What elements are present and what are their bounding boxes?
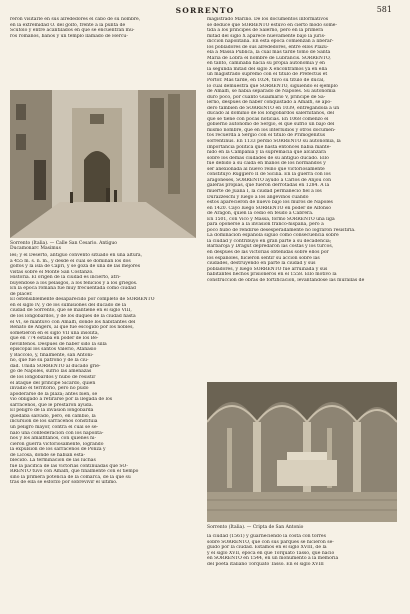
text-line: ros romanos, baños y un templo llamado de Hercu- xyxy=(10,33,128,39)
text-line: En la época romana fué muy frecuentada como ciudad xyxy=(10,286,136,292)
text-line: la expulsión de los sarracenos de Ponza y xyxy=(10,447,106,453)
text-line: lerno, después de haber conquistado á Amalfi, se apo- xyxy=(207,100,332,106)
text-line: á 455 m. s. n. m., y desde el cual se dominan los dos xyxy=(10,258,131,264)
text-line: Sorrento (Italia). — Calle San Cesario. Antiguo xyxy=(10,241,117,246)
text-line: un peligro mayor, contra el cual se se- xyxy=(10,424,99,430)
text-line: del poeta italiano Torquato Tasso. En el siglo XVIII xyxy=(207,561,324,567)
text-line: Historia. El origen de la ciudad es incierto, atri- xyxy=(10,275,121,281)
text-line: RRENTO tuvo con Amalfi, que finalmente con el tiempo xyxy=(10,469,139,475)
text-line: un magistrado supremo con el título de Prefectus et xyxy=(207,72,328,78)
text-line: sobre los demás ciudades de su antiguo ducado. Ello xyxy=(207,155,329,161)
crypt-photo-caption xyxy=(207,525,397,530)
text-line: dicción napolitana. En esta época comienzan á liberar- xyxy=(207,39,334,45)
text-line: en la extremidad O. del golfo, frente á la punta de xyxy=(10,22,126,28)
text-line: La dominación española siguió como consecuencia sobre xyxy=(207,233,339,239)
text-line: se deduce que SORRENTO estuvo en cierto modo some- xyxy=(207,22,337,28)
text-line: de placer. xyxy=(10,291,33,297)
right-column-top-text xyxy=(207,17,397,283)
text-line: ciudad de Sorrento, que se mantiene en el siglo VIII, xyxy=(10,308,132,314)
text-line: y el siglo XVII, época en que Torquato Tasso, que nació xyxy=(207,550,335,556)
running-head: SORRENTO xyxy=(175,6,235,15)
text-line: construcción de obras de fortificación, levantándose las murallas de xyxy=(207,277,365,283)
text-line: poco hubo de rendirse desesperadamente no lograron resistirla. xyxy=(207,227,356,233)
text-line: En 1501, con Vico y Massa, formó SORRENTO una liga xyxy=(207,216,335,222)
text-line: dad. Unida SORRENTO al ducado grie- xyxy=(10,363,101,369)
text-line: magistrado Marino. De los documentos informativos xyxy=(207,17,329,22)
text-line: la ciudad y contribuyó en gran parte á su decadencia; xyxy=(207,238,332,244)
text-line: sino la primera potencia de la comarca, de la que su xyxy=(10,474,131,480)
text-line: les; y el Deserto, antiguo convento situado en una altura, xyxy=(10,253,143,258)
text-line: blecido. La terminación de las luchas xyxy=(10,458,96,464)
text-line: mitad del siglo X aparece nuevamente bajo la juris- xyxy=(207,33,326,39)
text-line: en tanto, caminaba hacia su propia autonomía y en xyxy=(207,61,325,67)
text-line: sarracenos, que le prestaron ayuda. xyxy=(10,402,94,408)
text-line: importancia política que hasta entonces había mante- xyxy=(207,144,331,150)
text-line: incursión de los sarracenos constituía xyxy=(10,419,98,425)
text-line: ñaló una confederación con los napolita- xyxy=(10,430,104,436)
text-line: de Amalfi, se había separado de Nápoles. Su autonomía xyxy=(207,89,336,95)
text-line: el ataque del príncipe Sicardo, quien xyxy=(10,380,96,386)
text-line: sometieron en el siglo VII una insólita, xyxy=(10,330,99,336)
text-line: ser anexionada al nuevo reino que victoriosamente xyxy=(207,166,325,172)
text-line: buyéndose á los pelasgos, á los fenicios y á los griegos. xyxy=(10,280,138,286)
text-line: trás de ella se esforzó por sobrevivir el último. xyxy=(10,480,118,486)
text-line: vistas sobre el Monte San Costanzo. xyxy=(10,269,94,275)
text-line: en 1420. Cayó luego SORRENTO en poder de Alfonso xyxy=(207,205,331,211)
left-column-bottom-text xyxy=(10,253,198,486)
text-line: Portor. Más tarde, en 1024, tuvo su título de ducal, xyxy=(207,78,325,84)
text-line: muerte de Juana I, la ciudad permaneció fiel á los xyxy=(207,188,322,194)
left-column-top-text xyxy=(10,17,198,39)
text-line: ducado al dominio de los longobardos salernitanos, del xyxy=(207,111,335,117)
text-line: golfos y la isla de Capri, y se goza de una de las mejores xyxy=(10,264,141,270)
text-line: go de Nápoles, sufrió las amenazas xyxy=(10,369,92,375)
text-line: cieron guerra victoriosamente, logrando xyxy=(10,441,104,447)
text-line: Scutolo y entre acantilados en que se encuentran mu- xyxy=(10,28,135,34)
text-line: El ostensiblemente desaparecido por completo de SORRENTO xyxy=(10,297,155,303)
text-line: aragoneses, SORRENTO ayudó á Carlos de Anjou con xyxy=(207,177,332,183)
text-line: no, que fue su patrono y de la ciu- xyxy=(10,358,89,364)
text-line: y Baccolo, y, finalmente, san Antoni- xyxy=(10,352,94,358)
text-line: gobierno autónomo de Sergio, el que sufrió un bajo del xyxy=(207,122,335,128)
text-line: lo cual demuestra que SORRENTO, siguiendo el ejemplo xyxy=(207,83,338,89)
text-line: galeras propias, que fueron derrotadas en 1284. A la xyxy=(207,183,330,189)
text-line: fue la pacífica de las victorias continuadas que SO- xyxy=(10,463,128,469)
text-line: en el siglo IV, y de los sumisiones del ducado de la xyxy=(10,302,127,308)
text-line: de los longobardos, y de los duques de la ciudad hasta xyxy=(10,314,136,320)
text-line: reron visitarle en sus alrededores el cabo de su nombre, xyxy=(10,17,141,22)
text-line: episcopal los santos Valerio, Atanasio xyxy=(10,347,97,353)
text-line: Ducamonarc Masimus xyxy=(10,246,61,251)
text-line: deró también de SORRENTO en 1039, entregándola á un xyxy=(207,105,340,111)
right-column-bottom-text xyxy=(207,534,397,567)
street-photo-caption xyxy=(10,241,196,251)
text-line: tida á los príncipes de Salerno, pero en la primera xyxy=(207,28,324,34)
text-line: duró poco, por cuanto Guaimario V, príncipe de Sa- xyxy=(207,94,326,100)
text-line: Durazzeschi y luego á los angevinos cuando xyxy=(207,194,309,200)
text-line: para oponerse á la invasión franco-hispana, pero á xyxy=(207,222,324,228)
street-photo xyxy=(10,90,196,238)
text-line: la segunda mitad del siglo X encontramos ya en ella xyxy=(207,66,328,72)
text-line: Renato de Angers, al que fue escogido por los nobles, xyxy=(10,325,134,331)
text-line: ela á Massa Publica, la cual más tarde tomó de Santa xyxy=(207,50,331,56)
text-line: vió obligado á retirarse por la llegada de los xyxy=(10,397,113,403)
text-line: pobladores, y luego SORRENTO fué arruinada y sus xyxy=(207,266,328,272)
crypt-photo xyxy=(207,382,397,522)
text-line: de Licosa, donde se habían esta- xyxy=(10,452,86,458)
text-line: sorrentinus. En 1133 perdió SORRENTO su autonomía, la xyxy=(207,139,341,145)
text-line: el VI, se mantuvo con Amalfi, donde los habitantes del xyxy=(10,319,136,325)
text-line: mismo nombre, que en los interludios y otros documen- xyxy=(207,127,336,133)
text-line: apoderarse de la plaza; antes bien, se xyxy=(10,391,98,397)
text-line: en SORRENTO en 1544, en un monumento á la memoria xyxy=(207,556,339,562)
text-line: habitantes hechos prisioneros en el 1558. Ello motivó la xyxy=(207,272,337,278)
text-line: nevintenos. Después de haber sido la silla xyxy=(10,341,107,347)
text-line: nido en la Campania y la supremacía que alcanzara xyxy=(207,150,326,156)
text-line: que en 774 estaba en poder de los Be- xyxy=(10,336,99,342)
text-line: éstos aparecieron de nuevo bajo los muros de Nápoles xyxy=(207,200,333,206)
text-line: tos recuerda á Sergio con el título de Primogenitus xyxy=(207,133,326,139)
text-line: El peligro de la invasión longobarda xyxy=(10,408,94,414)
text-line: ciudades, destruyendo en parte la ciudad y sus xyxy=(207,261,316,267)
text-line: los españoles, hicieron sentir su acción sobre las xyxy=(207,255,320,261)
text-line: fué debido á su caída en manos de los normandos y xyxy=(207,161,326,167)
text-line: la ciudad (1561) y guarneciendo la costa con torres xyxy=(207,534,326,539)
text-line: constituyó Ruggiero II de Sicilia. En la guerra con los xyxy=(207,172,331,178)
text-line: sobre SORRENTO, que con sus parques se hicieron se- xyxy=(207,539,334,545)
text-line: guido por la ciudad. Estamos en el siglo XVIII, de la xyxy=(207,545,327,551)
text-line: de los longobardos y hubo de resistir xyxy=(10,375,96,381)
page-number: 581 xyxy=(376,5,392,14)
text-line: nos y los amalfitanos, con quienes hi- xyxy=(10,436,97,442)
text-line: los pobladores de sus alrededores, entre ellos Plazu- xyxy=(207,44,329,50)
text-line: que se tiene con pocas noticias. En 1068 comenzó el xyxy=(207,116,329,122)
text-line: quedaba salvado, pero, en cambio, la xyxy=(10,413,96,419)
text-line: María de Lobra el nombre de Lubrancis. SORRENTO, xyxy=(207,55,331,61)
text-line: invadió el territorio, pero no pudo xyxy=(10,386,89,392)
text-line: Barbaroja y Dragut depredaron las costas y los turcos, xyxy=(207,244,334,250)
text-line: Sorrento (Italia). — Cripta de San Antonio xyxy=(207,525,304,530)
text-line: en después de las victorias obtenidas sobre ellos por xyxy=(207,249,329,255)
text-line: de Aragón, quien la cedió en feudo á Cabrera. xyxy=(207,211,314,217)
